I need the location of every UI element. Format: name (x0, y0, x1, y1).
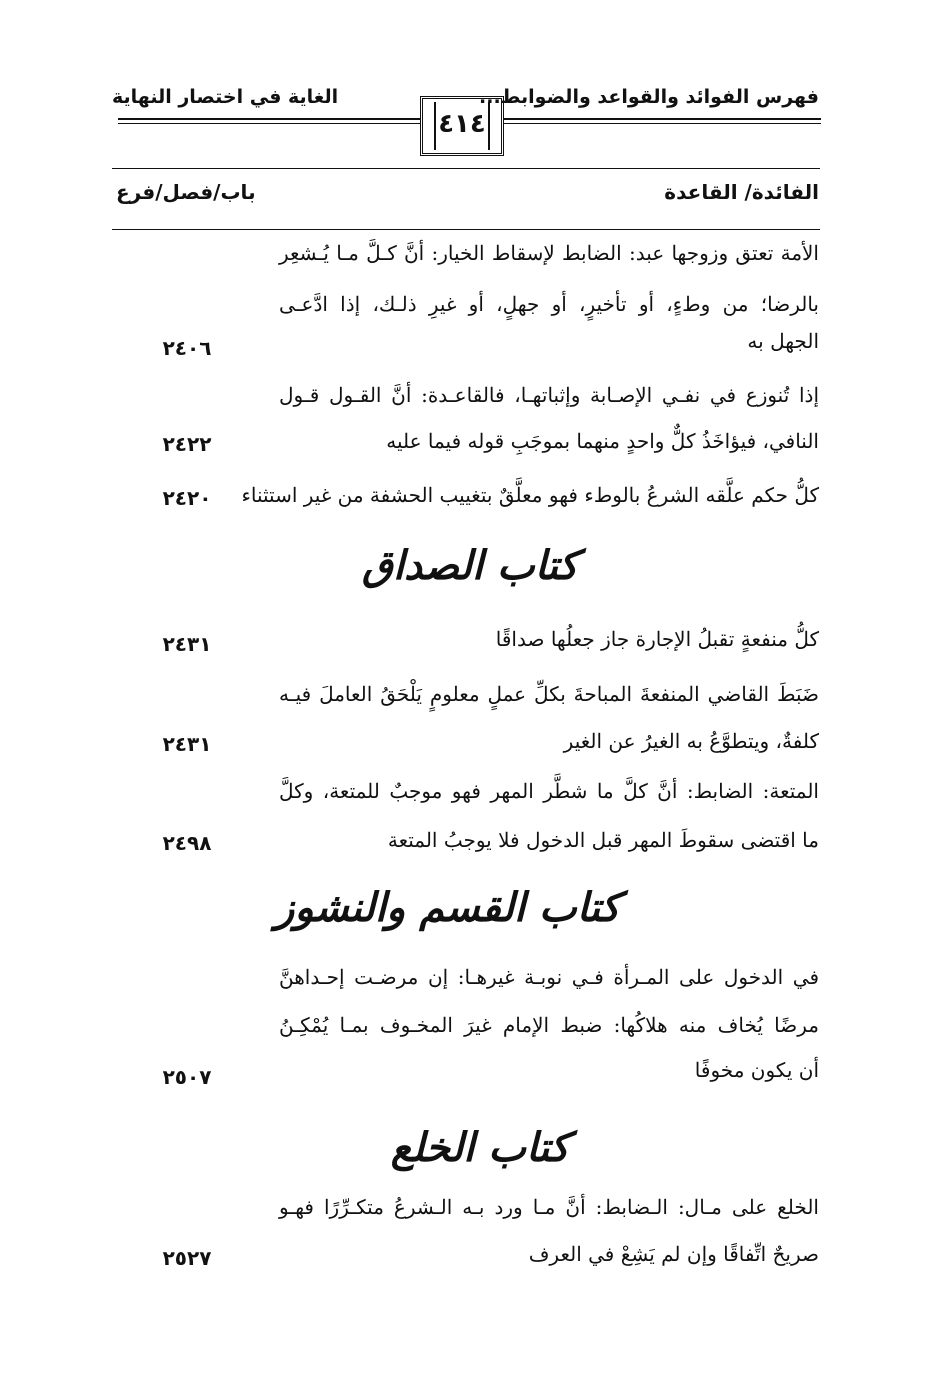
column-header-rule-line (112, 229, 820, 230)
entry-reference: ٢٤٣١ (162, 732, 212, 756)
running-header-title: فهرس الفوائد والقواعد والضوابط... (479, 86, 819, 108)
entry-reference: ٢٤٩٨ (162, 831, 212, 855)
column-header-rule: الفائدة/ القاعدة (664, 180, 819, 204)
entry-line: في الدخول على المـرأة فـي نوبـة غيرهـا: إن مرضـت إحـداهنَّ (279, 965, 819, 989)
entry-reference: ٢٤٠٦ (162, 336, 212, 360)
page-number-box (420, 96, 504, 156)
entry-line: إذا تُنوزع في نفـي الإصـابة وإثباتهـا، فالقاعـدة: أنَّ القـول قـول (279, 383, 819, 407)
column-header-section: باب/فصل/فرع (116, 180, 256, 204)
entry-line: المتعة: الضابط: أنَّ كلَّ ما شطَّر المهر فهو موجبٌ للمتعة، وكلَّ (279, 779, 819, 803)
header-rule-left-bottom (118, 123, 420, 124)
entry-reference: ٢٤٢٢ (162, 432, 212, 456)
entry-line: أن يكون مخوفًا (694, 1058, 819, 1082)
entry-line: صريحٌ اتِّفاقًا وإن لم يَشِعْ في العرف (528, 1242, 819, 1266)
entry-line: الخلع على مـال: الـضابط: أنَّ مـا ورد بـه الـشرعُ متكـرِّرًا فهـو (279, 1195, 819, 1219)
chapter-heading: كتاب الصداق (361, 542, 578, 589)
header-rule-right-bottom (504, 123, 821, 124)
entry-line: ما اقتضى سقوطَ المهر قبل الدخول فلا يوجبُ المتعة (387, 828, 819, 852)
entry-line: مرضًا يُخاف منه هلاكُها: ضبط الإمام غيرَ المخـوف بمـا يُمْكِـنُ (279, 1013, 819, 1037)
chapter-heading: كتاب الخلع (390, 1124, 570, 1171)
page-top-rule (112, 168, 820, 169)
entry-line: الجهل به (747, 329, 819, 353)
entry-line: النافي، فيؤاخَذُ كلٌّ واحدٍ منهما بموجَبِ قوله فيما عليه (386, 429, 819, 453)
chapter-heading: كتاب القسم والنشوز (275, 884, 620, 931)
running-header-book-title: الغاية في اختصار النهاية (112, 86, 339, 108)
entry-line: ضَبَطَ القاضي المنفعةَ المباحةَ بكلِّ عملٍ معلومٍ يَلْحَقُ العاملَ فيـه (279, 682, 819, 706)
entry-line: بالرضا؛ من وطءٍ، أو تأخيرٍ، أو جهلٍ، أو غيرِ ذلـك، إذا ادَّعـى (279, 292, 819, 316)
entry-line: الأمة تعتق وزوجها عبد: الضابط لإسقاط الخيار: أنَّ كـلَّ مـا يُـشعِر (279, 241, 819, 265)
entry-reference: ٢٥٠٧ (162, 1065, 212, 1089)
entry-line: كلُّ حكم علَّقه الشرعُ بالوطء فهو معلَّقٌ بتغييب الحشفة من غير استثناء (241, 483, 819, 507)
header-rule-right-top (504, 118, 821, 120)
entry-line: كلفةٌ، ويتطوَّعُ به الغيرُ عن الغير (563, 729, 819, 753)
entry-reference: ٢٤٣١ (162, 632, 212, 656)
header-rule-left-top (118, 118, 420, 120)
entry-reference: ٢٤٢٠ (162, 486, 212, 510)
entry-reference: ٢٥٢٧ (162, 1246, 212, 1270)
page-number: ٤١٤ (438, 109, 486, 139)
entry-line: كلُّ منفعةٍ تقبلُ الإجارة جاز جعلُها صداقًا (495, 627, 819, 651)
